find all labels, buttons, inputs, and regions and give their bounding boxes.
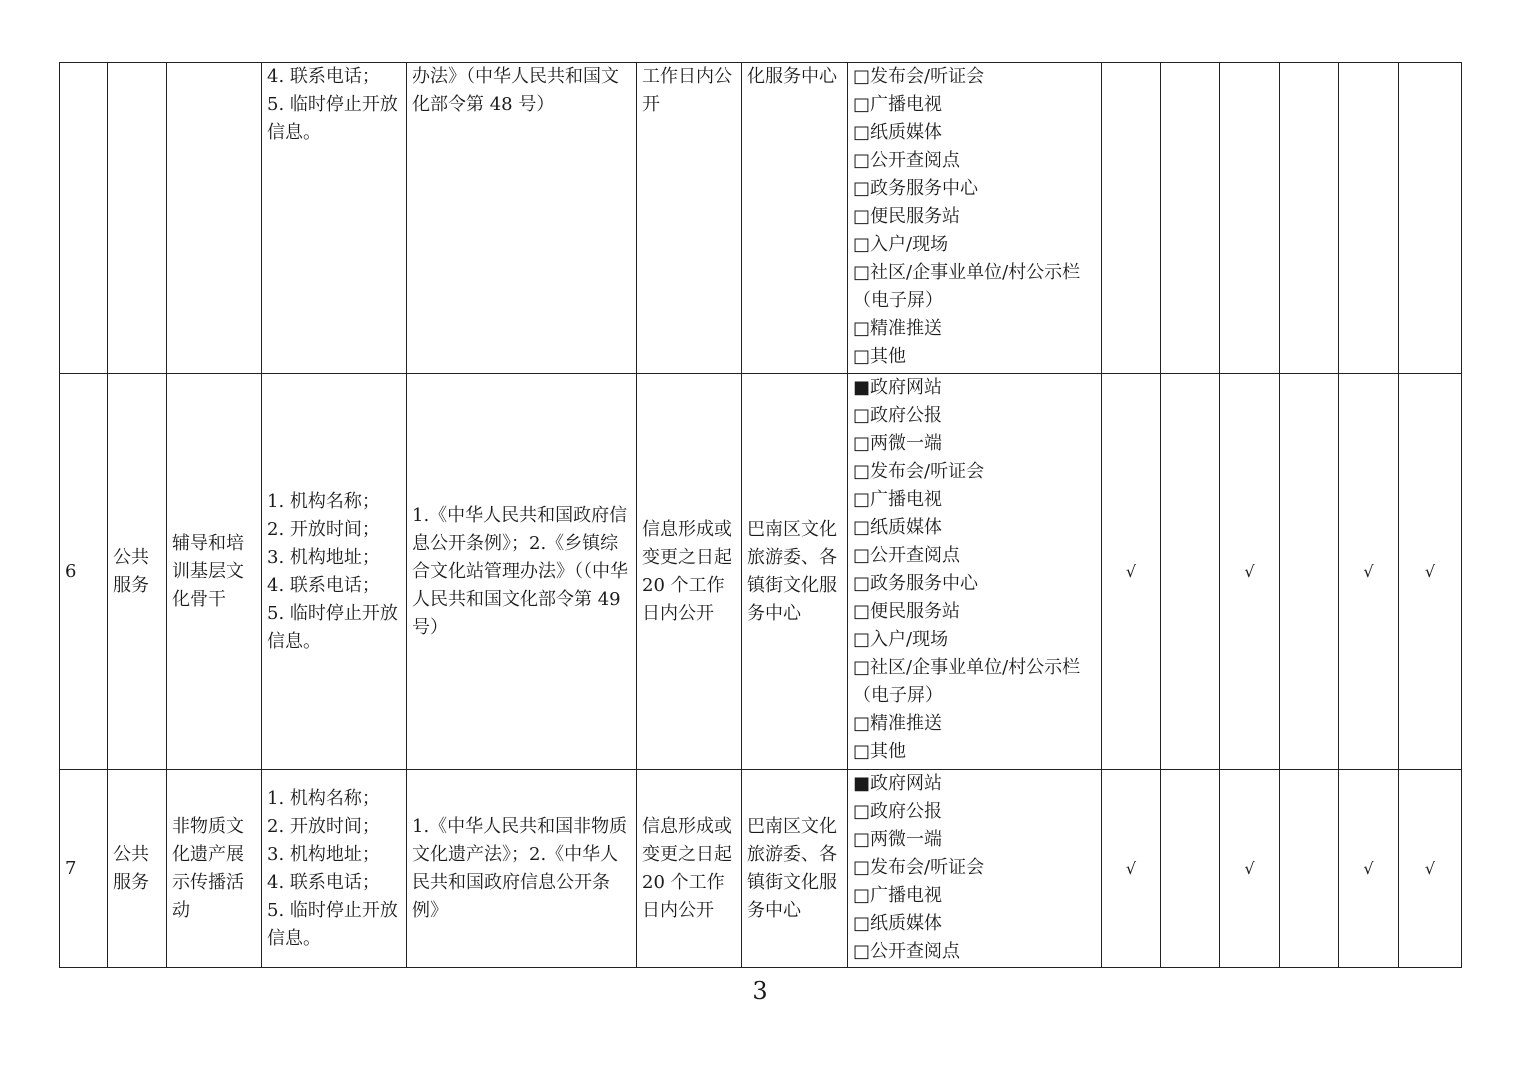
channel-option: □纸质媒体: [853, 517, 943, 538]
content-line: 5. 临时停止开放信息。: [267, 94, 398, 143]
disclosure-table: [59, 62, 1462, 968]
channels-cell: [848, 770, 1102, 968]
item-cell: [167, 63, 262, 374]
check-cell: √: [1220, 770, 1280, 968]
channel-option: □广播电视: [853, 94, 943, 115]
content-line: 4. 联系电话；: [267, 574, 380, 596]
channel-option: □社区/企事业单位/村公示栏（电子屏）: [853, 657, 1081, 706]
channel-option: □纸质媒体: [853, 913, 943, 934]
table-row: [60, 63, 1462, 374]
channels-cell: [848, 63, 1102, 374]
content-line: 1. 机构名称；: [267, 787, 380, 809]
check-cell: √: [1339, 374, 1399, 770]
content-line: 3. 机构地址；: [267, 546, 380, 568]
channel-option: □政府公报: [853, 801, 943, 822]
check-cell: [1280, 63, 1339, 374]
channel-option: □公开查阅点: [853, 941, 961, 962]
channel-option: □纸质媒体: [853, 122, 943, 143]
channel-option: □发布会/听证会: [853, 857, 985, 878]
content-cell: [262, 770, 407, 968]
content-line: 2. 开放时间；: [267, 518, 380, 540]
index-cell: 6: [60, 374, 108, 770]
basis-cell: 1.《中华人民共和国政府信息公开条例》；2.《乡镇综合文化站管理办法》（（中华人民共和国文化部令第 49 号）: [407, 374, 637, 770]
item-cell: 非物质文化遗产展示传播活动: [167, 770, 262, 968]
channel-option: □广播电视: [853, 489, 943, 510]
table-row: [60, 374, 1462, 770]
channel-option: □其他: [853, 741, 907, 762]
check-cell: [1280, 770, 1339, 968]
channel-option: □发布会/听证会: [853, 461, 985, 482]
channel-option: □其他: [853, 346, 907, 367]
channel-option: □公开查阅点: [853, 150, 961, 171]
content-line: 5. 临时停止开放信息。: [267, 899, 398, 949]
check-cell: [1220, 63, 1280, 374]
page-number: 3: [752, 977, 768, 1005]
check-cell: [1161, 374, 1220, 770]
channel-option: □精准推送: [853, 318, 943, 339]
check-cell: √: [1102, 374, 1161, 770]
check-cell: [1280, 374, 1339, 770]
time-limit-cell: 信息形成或变更之日起 20 个工作日内公开: [637, 770, 742, 968]
channel-option: □两微一端: [853, 829, 943, 850]
category-cell: [108, 63, 167, 374]
channel-option: □政务服务中心: [853, 178, 979, 199]
channel-option: □入户/现场: [853, 629, 949, 650]
channels-cell: [848, 374, 1102, 770]
index-cell: [60, 63, 108, 374]
channel-option: □发布会/听证会: [853, 66, 985, 87]
channel-option: □两微一端: [853, 433, 943, 454]
channel-option: □精准推送: [853, 713, 943, 734]
channel-option: ■政府网站: [853, 773, 943, 794]
category-cell: 公共服务: [108, 374, 167, 770]
channel-option: □入户/现场: [853, 234, 949, 255]
check-cell: [1399, 63, 1462, 374]
time-limit-cell: 工作日内公开: [637, 63, 742, 374]
content-line: 2. 开放时间；: [267, 815, 380, 837]
channel-option: □公开查阅点: [853, 545, 961, 566]
channel-option: □社区/企事业单位/村公示栏（电子屏）: [853, 262, 1081, 311]
check-cell: [1161, 770, 1220, 968]
content-line: 5. 临时停止开放信息。: [267, 602, 398, 652]
basis-cell: 办法》（中华人民共和国文化部令第 48 号）: [407, 63, 637, 374]
channel-option: ■政府网站: [853, 377, 943, 398]
check-cell: √: [1220, 374, 1280, 770]
content-cell: [262, 374, 407, 770]
channel-option: □政府公报: [853, 405, 943, 426]
check-cell: [1102, 63, 1161, 374]
content-line: 4. 联系电话；: [267, 871, 380, 893]
channel-option: □便民服务站: [853, 601, 961, 622]
check-cell: [1339, 63, 1399, 374]
content-line: 4. 联系电话；: [267, 66, 380, 87]
content-cell: [262, 63, 407, 374]
subject-cell: 巴南区文化旅游委、各镇街文化服务中心: [742, 374, 848, 770]
check-cell: [1161, 63, 1220, 374]
channel-option: □广播电视: [853, 885, 943, 906]
category-cell: 公共服务: [108, 770, 167, 968]
check-cell: √: [1102, 770, 1161, 968]
index-cell: 7: [60, 770, 108, 968]
subject-cell: 巴南区文化旅游委、各镇街文化服务中心: [742, 770, 848, 968]
table-row: [60, 770, 1462, 968]
channel-option: □政务服务中心: [853, 573, 979, 594]
check-cell: √: [1399, 770, 1462, 968]
check-cell: √: [1399, 374, 1462, 770]
subject-cell: 化服务中心: [742, 63, 848, 374]
item-cell: 辅导和培训基层文化骨干: [167, 374, 262, 770]
content-line: 3. 机构地址；: [267, 843, 380, 865]
channel-option: □便民服务站: [853, 206, 961, 227]
basis-cell: 1.《中华人民共和国非物质文化遗产法》；2.《中华人民共和国政府信息公开条例》: [407, 770, 637, 968]
content-line: 1. 机构名称；: [267, 490, 380, 512]
time-limit-cell: 信息形成或变更之日起 20 个工作日内公开: [637, 374, 742, 770]
check-cell: √: [1339, 770, 1399, 968]
